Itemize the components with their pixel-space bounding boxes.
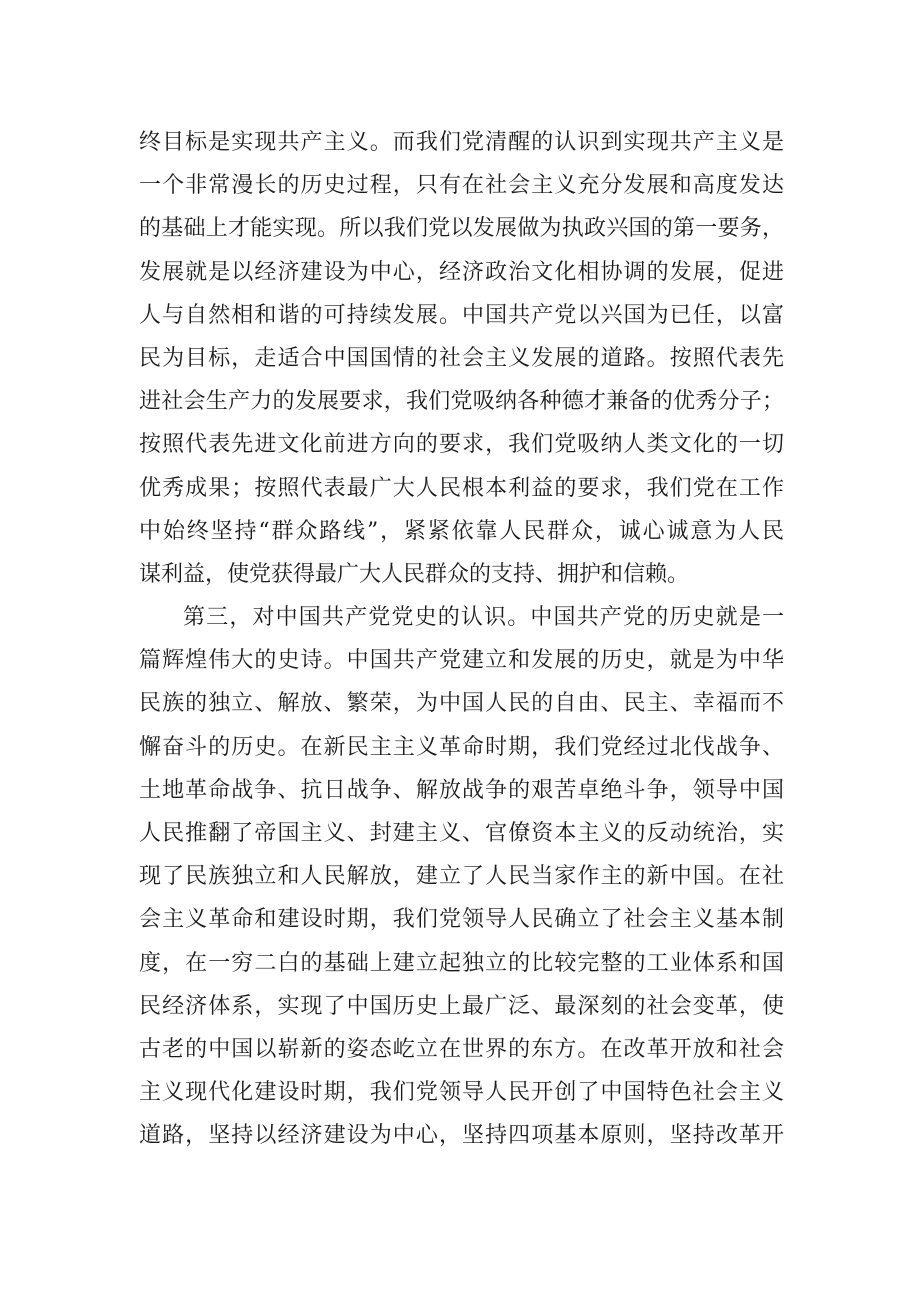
text-line: 主义现代化建设时期，我们党领导人民开创了中国特色社会主义	[139, 1080, 784, 1106]
text-line: 发展就是以经济建设为中心，经济政治文化相协调的发展，促进	[139, 259, 784, 285]
text-line: 中始终坚持“群众路线”，紧紧依靠人民群众，诚心诚意为人民	[139, 518, 784, 544]
text-line: 按照代表先进文化前进方向的要求，我们党吸纳人类文化的一切	[139, 432, 784, 458]
text-line: 的基础上才能实现。所以我们党以发展做为执政兴国的第一要务，	[139, 216, 784, 242]
text-line: 土地革命战争、抗日战争、解放战争的艰苦卓绝斗争，领导中国	[139, 777, 784, 803]
text-line: 懈奋斗的历史。在新民主主义革命时期，我们党经过北伐战争、	[139, 734, 784, 760]
text-line: 人民推翻了帝国主义、封建主义、官僚资本主义的反动统治，实	[139, 821, 784, 846]
text-line: 民族的独立、解放、繁荣，为中国人民的自由、民主、幸福而不	[139, 691, 784, 717]
text-line: 现了民族独立和人民解放，建立了人民当家作主的新中国。在社	[139, 864, 784, 890]
text-line: 进社会生产力的发展要求，我们党吸纳各种德才兼备的优秀分子；	[139, 389, 784, 415]
text-line: 度，在一穷二白的基础上建立起独立的比较完整的工业体系和国	[139, 950, 784, 976]
text-line: 终目标是实现共产主义。而我们党清醒的认识到实现共产主义是	[139, 130, 784, 155]
text-line: 民为目标，走适合中国国情的社会主义发展的道路。按照代表先	[139, 345, 784, 371]
text-line: 民经济体系，实现了中国历史上最广泛、最深刻的社会变革，使	[139, 993, 784, 1019]
paragraph-start-line: 第三，对中国共产党党史的认识。中国共产党的历史就是一	[183, 605, 784, 631]
text-line: 会主义革命和建设时期，我们党领导人民确立了社会主义基本制	[139, 907, 784, 933]
text-line: 谋利益，使党获得最广大人民群众的支持、拥护和信赖。	[139, 561, 690, 587]
text-line: 古老的中国以崭新的姿态屹立在世界的东方。在改革开放和社会	[139, 1036, 784, 1062]
text-line: 优秀成果；按照代表最广大人民根本利益的要求，我们党在工作	[139, 475, 784, 501]
text-line: 道路，坚持以经济建设为中心，坚持四项基本原则，坚持改革开	[139, 1123, 784, 1149]
body-text	[139, 121, 784, 1158]
text-line: 篇辉煌伟大的史诗。中国共产党建立和发展的历史，就是为中华	[139, 648, 784, 674]
text-line: 人与自然相和谐的可持续发展。中国共产党以兴国为已任，以富	[139, 302, 784, 328]
text-line: 一个非常漫长的历史过程，只有在社会主义充分发展和高度发达	[139, 173, 784, 199]
